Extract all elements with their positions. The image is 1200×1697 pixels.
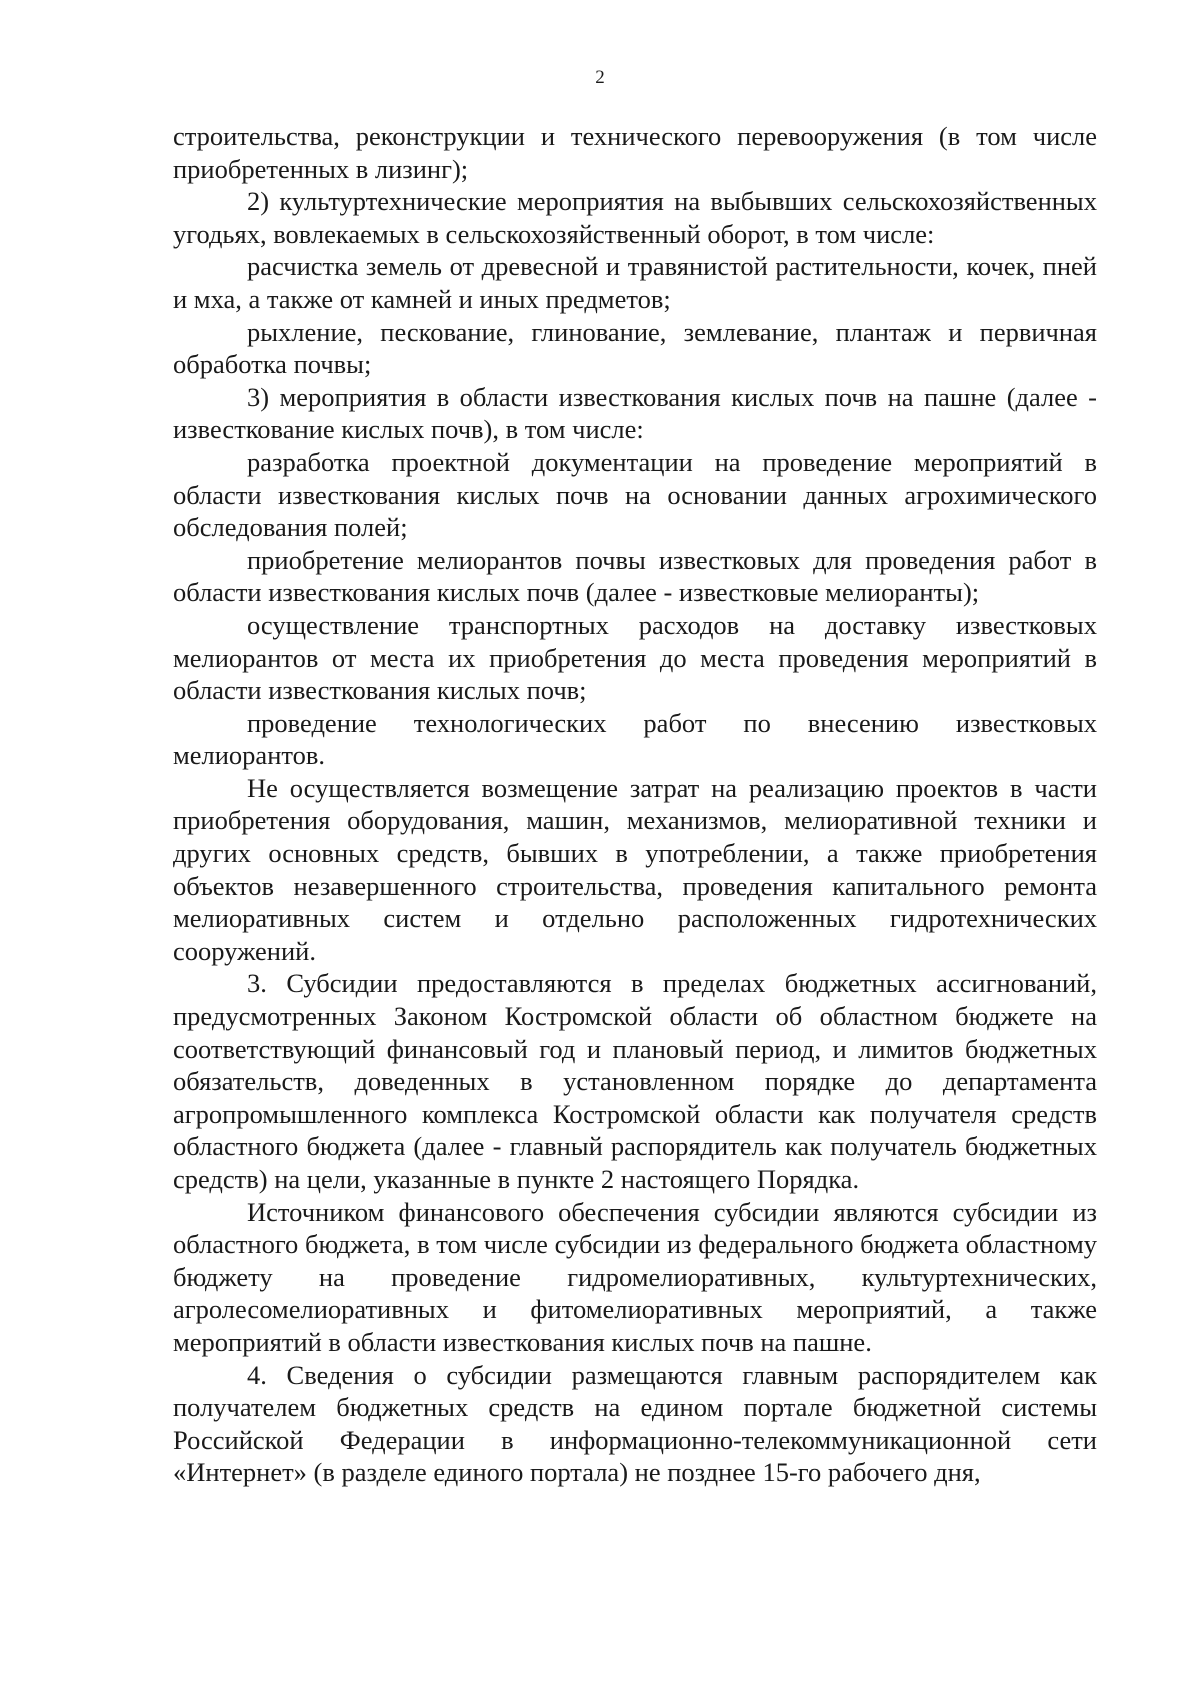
paragraph-loosening: рыхление, пескование, глинование, землевание, плантаж и первичная обработка почвы; [173, 316, 1097, 380]
paragraph-no-reimbursement: Не осуществляется возмещение затрат на реализацию проектов в части приобретения оборудования, машин, механизмов, мелиоративной техники и других основных средств, бывших в употреблении, а также приобретения объектов незавершенного строительства, проведения капитального ремонта мелиоративных систем и отдельно расположенных гидротехнических сооружений. [173, 772, 1097, 966]
paragraph-item-3: 3) мероприятия в области известкования кислых почв на пашне (далее - известкование кислых почв), в том числе: [173, 381, 1097, 445]
paragraph-transport: осуществление транспортных расходов на доставку известковых мелиорантов от места их приобретения до места проведения мероприятий в области известкования кислых почв; [173, 609, 1097, 706]
paragraph-ameliorants: приобретение мелиорантов почвы известковых для проведения работ в области известкования кислых почв (далее - известковые мелиоранты); [173, 544, 1097, 608]
paragraph-section-4: 4. Сведения о субсидии размещаются главным распорядителем как получателем бюджетных средств на едином портале бюджетной системы Российской Федерации в информационно-телекоммуникационной сети «Интернет» (в разделе единого портала) не позднее 15-го рабочего дня, [173, 1359, 1097, 1488]
paragraph-clearing: расчистка земель от древесной и травянистой растительности, кочек, пней и мха, а также от камней и иных предметов; [173, 251, 1097, 314]
paragraph-technological-works: проведение технологических работ по внесению известковых мелиорантов. [173, 707, 1097, 771]
paragraph-item-2: 2) культуртехнические мероприятия на выбывших сельскохозяйственных угодьях, вовлекаемых в сельскохозяйственный оборот, в том числе: [173, 186, 1097, 249]
paragraph-project-docs: разработка проектной документации на проведение мероприятий в области известкования кислых почв на основании данных агрохимического обследования полей; [173, 446, 1097, 543]
paragraph-funding-source: Источником финансового обеспечения субсидии являются субсидии из областного бюджета, в том числе субсидии из федерального бюджета областному бюджету на проведение гидромелиоративных, культуртехнических, агролесомелиоративных и фитомелиоративных мероприятий, а также мероприятий в области известкования кислых почв на пашне. [173, 1196, 1097, 1357]
paragraph-section-3: 3. Субсидии предоставляются в пределах бюджетных ассигнований, предусмотренных Законом Костромской области об областном бюджете на соответствующий финансовый год и плановый период, и лимитов бюджетных обязательств, доведенных в установленном порядке до департамента агропромышленного комплекса Костромской области как получателя средств областного бюджета (далее - главный распорядитель как получатель бюджетных средств) на цели, указанные в пункте 2 настоящего Порядка. [173, 968, 1097, 1194]
page-number: 2 [595, 67, 605, 88]
document-body [173, 120, 1097, 1489]
paragraph-continuation: строительства, реконструкции и технического перевооружения (в том числе приобретенных в лизинг); [173, 121, 1097, 184]
